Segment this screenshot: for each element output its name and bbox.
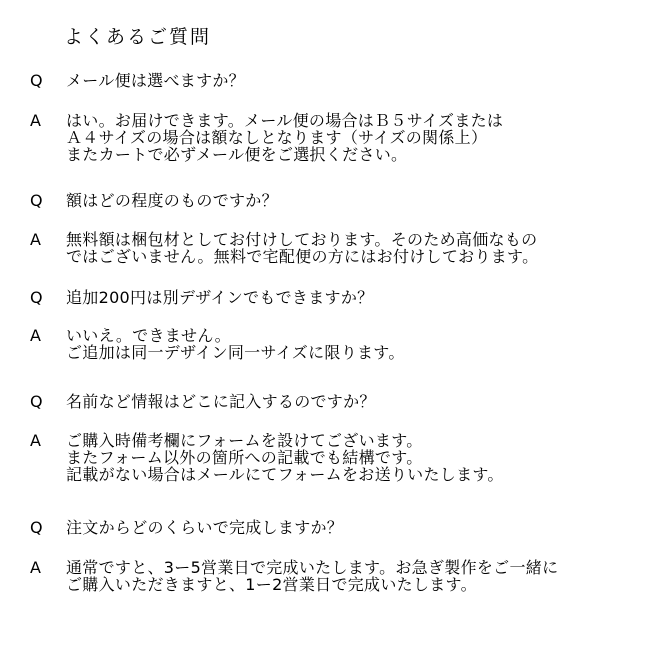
a-mark: A [30,558,42,577]
answer-line: ではございません。無料で宅配便の方にはお付けしております。 [66,247,539,266]
a-mark: A [30,111,42,130]
question-text: 追加200円は別デザインでもできますか？ [66,288,374,307]
a-mark: A [30,326,42,345]
a-mark: A [30,431,42,450]
answer-text [66,559,558,593]
answer-line: ご購入いただきますと、1ー2営業日で完成いたします。 [66,575,477,594]
answer-line: またカートで必ずメール便をご選択ください。 [66,145,408,164]
q-mark: Q [30,191,43,210]
answer-line: 通常ですと、3ー5営業日で完成いたします。お急ぎ製作をご一緒に [66,558,559,577]
answer-line: いいえ。できません。 [66,326,231,345]
question-text: 名前など情報はどこに記入するのですか？ [66,392,376,411]
answer-text [66,432,504,483]
answer-text [66,327,405,361]
answer-line: ご追加は同一デザイン同一サイズに限ります。 [66,343,405,362]
a-mark: A [30,230,42,249]
answer-text [66,112,503,163]
question-text: メール便は選べますか？ [66,71,245,90]
answer-line: 記載がない場合はメールにてフォームをお送りいたします。 [66,465,504,484]
q-mark: Q [30,518,43,537]
answer-line: はい。お届けできます。メール便の場合はＢ５サイズまたは [66,111,504,130]
q-mark: Q [30,71,43,90]
answer-text [66,231,538,265]
q-mark: Q [30,288,43,307]
answer-line: 無料額は梱包材としてお付けしております。そのため高価なもの [66,230,538,249]
question-text: 額はどの程度のものですか？ [66,191,278,210]
question-text: 注文からどのくらいで完成しますか？ [66,518,344,537]
q-mark: Q [30,392,43,411]
answer-line: またフォーム以外の箇所への記載でも結構です。 [66,448,423,467]
page-title: よくあるご質問 [64,26,212,48]
answer-line: Ａ４サイズの場合は額なしとなります（サイズの関係上） [66,128,488,147]
answer-line: ご購入時備考欄にフォームを設けてございます。 [66,431,423,450]
